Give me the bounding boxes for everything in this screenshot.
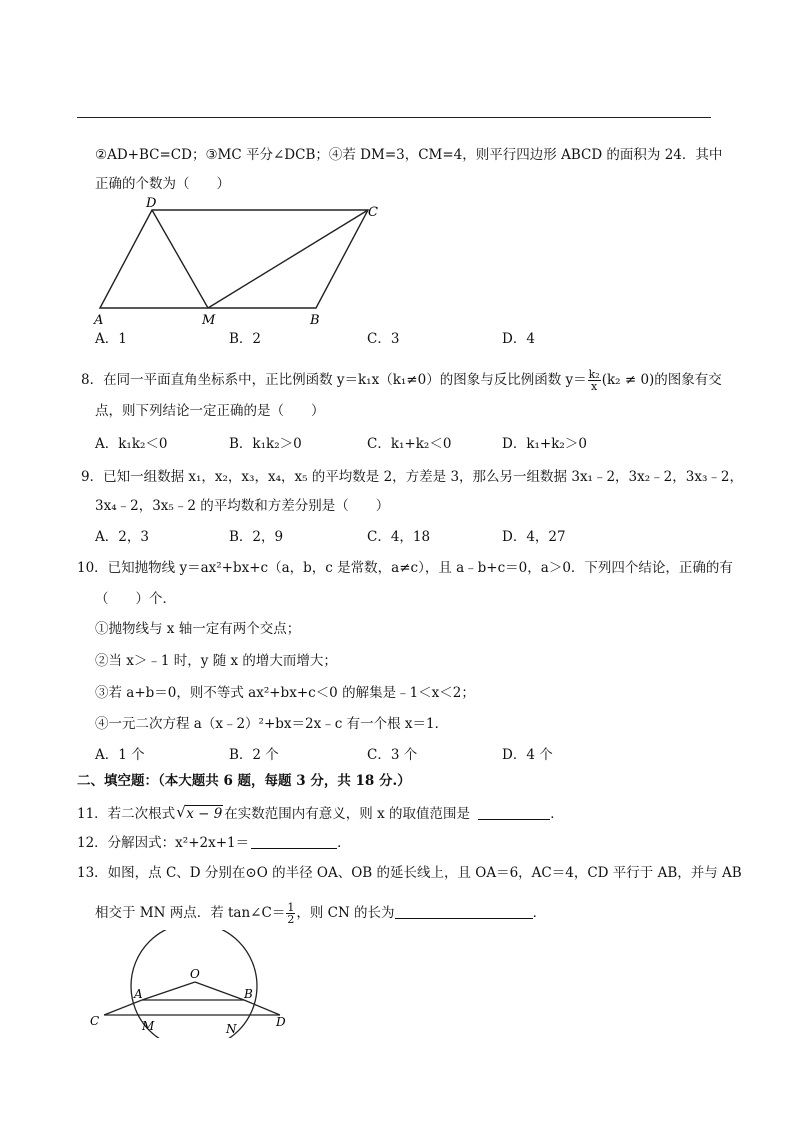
q10-line1: 10．已知抛物线 y＝ax²+bx+c（a，b，c 是常数，a≠c），且 a﹣b+c＝0，a＞0．下列四个结论，正确的有 bbox=[77, 560, 733, 576]
q9-option-a[interactable]: A．2，3 bbox=[95, 529, 149, 545]
q7-option-a[interactable]: A．1 bbox=[95, 331, 127, 347]
q13-label-b: B bbox=[244, 987, 253, 1001]
q10-statement-4: ④一元二次方程 a（x﹣2）²+bx＝2x﹣c 有一个根 x＝1． bbox=[95, 716, 449, 732]
q10-option-b[interactable]: B．2 个 bbox=[229, 747, 279, 763]
q13-label-m: M bbox=[142, 1019, 155, 1033]
q8-frac-den: x bbox=[591, 380, 598, 393]
q12-end: ． bbox=[337, 835, 351, 851]
q7-parallelogram-figure bbox=[88, 194, 388, 330]
q10-statement-2: ②当 x＞﹣1 时，y 随 x 的增大而增大； bbox=[95, 653, 337, 669]
q7-option-b[interactable]: B．2 bbox=[229, 331, 262, 347]
q8-line1 bbox=[81, 369, 722, 392]
q7-line1: ②AD+BC=CD；③MC 平分∠DCB；④若 DM=3，CM=4，则平行四边形 ABCD 的面积为 24．其中 bbox=[95, 147, 723, 163]
q8-line1-b: (k₂ ≠ 0)的图象有交 bbox=[601, 372, 722, 388]
q7-label-c: C bbox=[368, 205, 378, 220]
q9-option-b[interactable]: B．2，9 bbox=[229, 529, 284, 545]
q10-option-c[interactable]: C．3 个 bbox=[367, 747, 418, 763]
q10-option-a[interactable]: A．1 个 bbox=[95, 747, 145, 763]
section-title-fill-in: 二、填空题：（本大题共 6 题，每题 3 分，共 18 分.） bbox=[77, 773, 411, 789]
q13-circle-figure bbox=[86, 930, 296, 1038]
q11-pre: 11．若二次根式 bbox=[77, 806, 176, 822]
q8-option-c[interactable]: C．k₁+k₂＜0 bbox=[367, 436, 452, 452]
q9-option-c[interactable]: C．4，18 bbox=[367, 529, 431, 545]
q7-line2: 正确的个数为（ ） bbox=[95, 176, 230, 192]
q13-line2-b: ，则 CN 的长为 bbox=[296, 905, 395, 921]
q9-line1: 9．已知一组数据 x₁，x₂，x₃，x₄，x₅ 的平均数是 2，方差是 3，那么另一组数据 3x₁﹣2，3x₂﹣2，3x₃﹣2， bbox=[81, 469, 743, 485]
q8-fraction bbox=[588, 369, 601, 392]
q13-line2-a: 相交于 MN 两点．若 tan∠C＝ bbox=[95, 905, 286, 921]
q9-option-d[interactable]: D．4，27 bbox=[502, 529, 566, 545]
q13-label-a: A bbox=[134, 987, 143, 1001]
q8-option-d[interactable]: D．k₁+k₂＞0 bbox=[502, 436, 587, 452]
q11-line bbox=[77, 805, 564, 823]
q7-label-a: A bbox=[94, 313, 104, 328]
q8-line2: 点，则下列结论一定正确的是（ ） bbox=[95, 403, 325, 419]
q8-frac-num: k₂ bbox=[588, 368, 600, 381]
q10-option-d[interactable]: D．4 个 bbox=[502, 747, 553, 763]
q13-fraction bbox=[286, 902, 295, 925]
q7-label-d: D bbox=[146, 196, 157, 211]
q9-line2: 3x₄﹣2，3x₅﹣2 的平均数和方差分别是（ ） bbox=[95, 498, 390, 514]
q8-line1-a: 8．在同一平面直角坐标系中，正比例函数 y＝k₁x（k₁≠0）的图象与反比例函数 y＝ bbox=[81, 372, 587, 388]
q13-line1: 13．如图，点 C、D 分别在⊙O 的半径 OA、OB 的延长线上，且 OA＝6，AC＝4，CD 平行于 AB，并与 AB bbox=[77, 865, 742, 881]
q10-line2: （ ）个． bbox=[95, 591, 176, 607]
q11-post: 在实数范围内有意义，则 x 的取值范围是 bbox=[224, 806, 470, 822]
q7-label-m: M bbox=[202, 313, 216, 328]
q13-label-o: O bbox=[190, 967, 200, 981]
q13-line2 bbox=[95, 902, 546, 925]
q13-label-n: N bbox=[226, 1022, 237, 1036]
q8-option-b[interactable]: B．k₁k₂＞0 bbox=[229, 436, 302, 452]
q7-label-b: B bbox=[310, 313, 320, 328]
q10-statement-3: ③若 a+b＝0，则不等式 ax²+bx+c＜0 的解集是﹣1＜x＜2； bbox=[95, 685, 475, 701]
radical-sign-icon: √ bbox=[176, 803, 186, 821]
q7-option-d[interactable]: D．4 bbox=[502, 331, 535, 347]
q13-label-c: C bbox=[90, 1014, 100, 1028]
q13-frac-den: 2 bbox=[287, 913, 295, 926]
q11-radical bbox=[176, 805, 223, 823]
q13-frac-num: 1 bbox=[287, 901, 295, 914]
q12-pre: 12．分解因式：x²+2x+1＝ bbox=[77, 835, 250, 851]
q7-option-c[interactable]: C．3 bbox=[367, 331, 400, 347]
q12-line bbox=[77, 834, 351, 852]
q13-end: ． bbox=[532, 905, 547, 921]
q12-answer-blank[interactable] bbox=[251, 834, 337, 849]
q11-answer-blank[interactable] bbox=[478, 805, 550, 820]
q11-end: ． bbox=[550, 806, 564, 822]
q13-label-d: D bbox=[276, 1015, 286, 1029]
q8-option-a[interactable]: A．k₁k₂＜0 bbox=[95, 436, 168, 452]
header-rule bbox=[77, 117, 711, 118]
q11-radicand: x − 9 bbox=[186, 806, 223, 822]
q13-answer-blank[interactable] bbox=[395, 904, 533, 919]
q10-statement-1: ①抛物线与 x 轴一定有两个交点； bbox=[95, 621, 301, 637]
